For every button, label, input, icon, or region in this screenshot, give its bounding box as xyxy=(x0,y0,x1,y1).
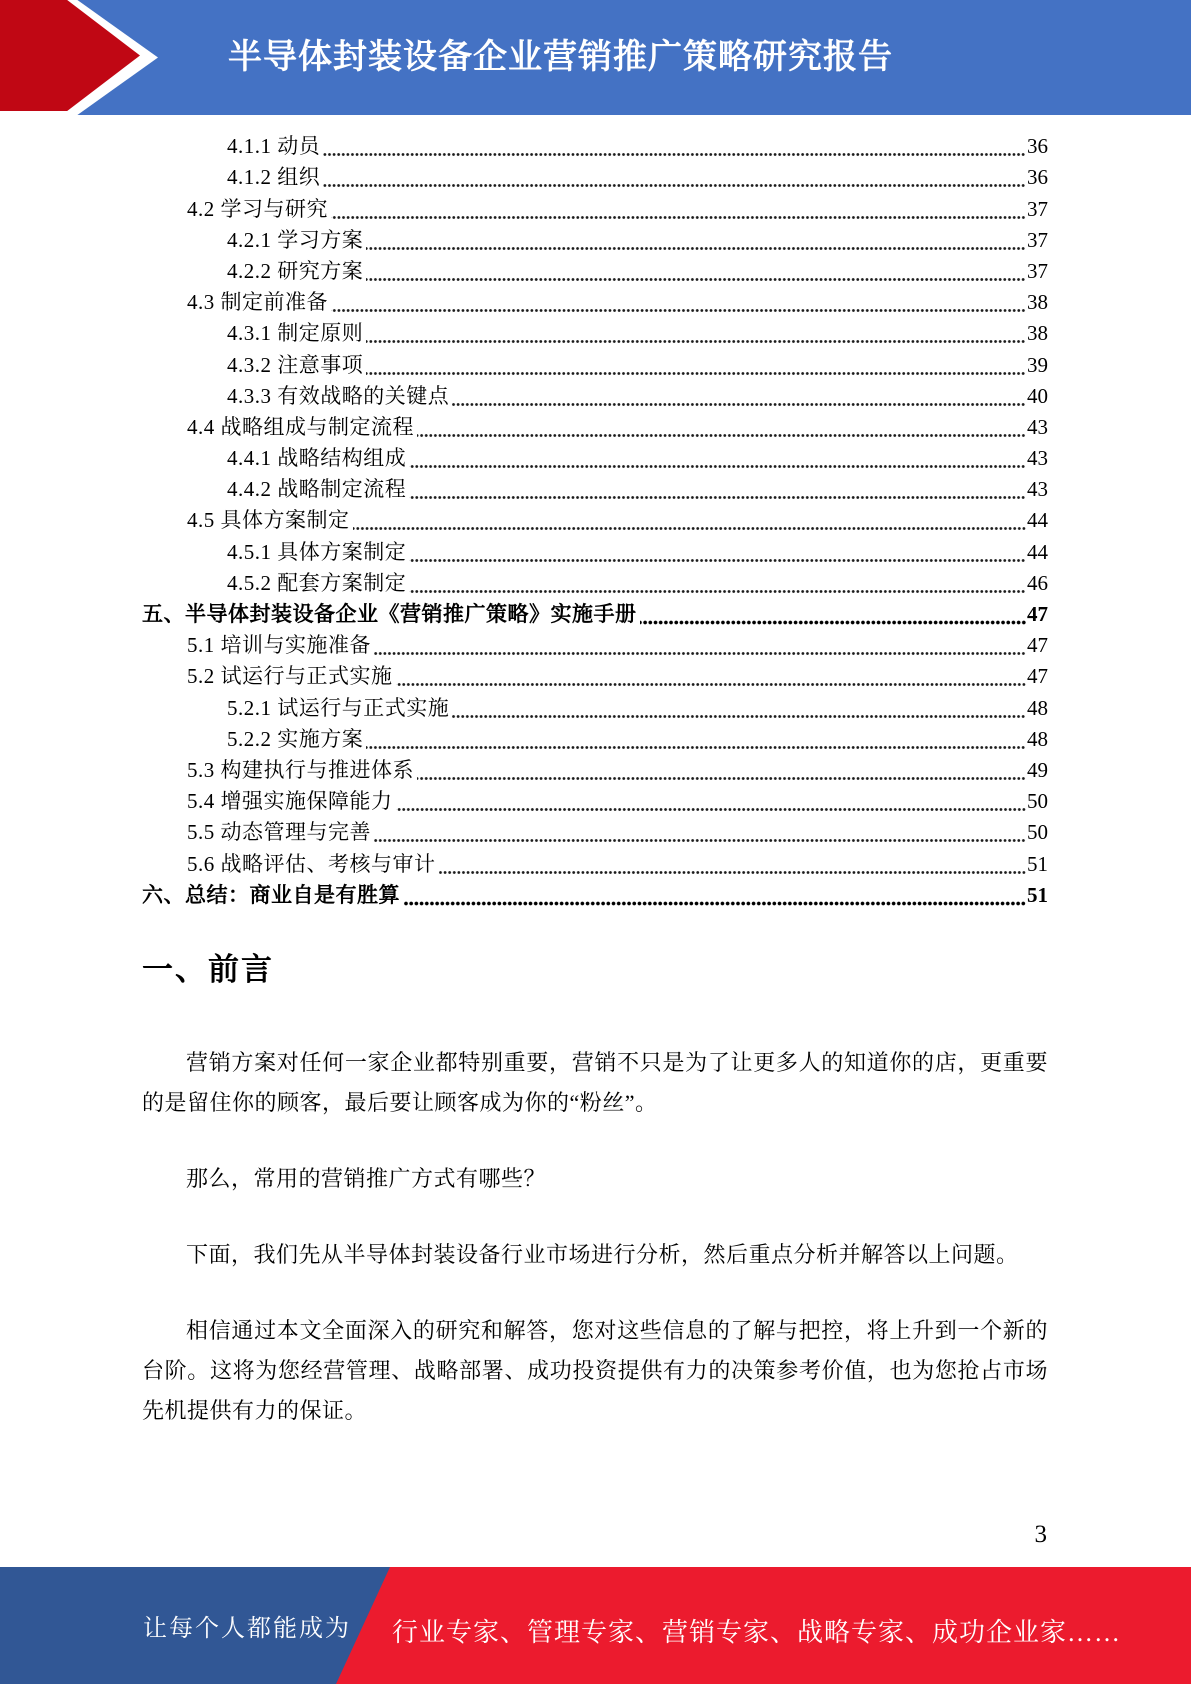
dot-leader xyxy=(640,618,1027,625)
report-title: 半导体封装设备企业营销推广策略研究报告 xyxy=(228,38,893,76)
body-paragraph: 相信通过本文全面深入的研究和解答，您对这些信息的了解与把控，将上升到一个新的台阶。这将为您经营管理、战略部署、成功投资提供有力的决策参考价值，也为您抢占市场先机提供有力的保证。 xyxy=(142,1318,1048,1423)
toc-entry-label: 4.5.1 具体方案制定 xyxy=(227,539,407,564)
dot-leader xyxy=(452,400,1026,407)
toc-page-number: 36 xyxy=(1027,165,1048,190)
toc-row[interactable] xyxy=(142,224,1048,255)
dot-leader xyxy=(366,275,1026,282)
toc-page-number: 47 xyxy=(1027,664,1048,689)
toc-row[interactable] xyxy=(142,192,1048,223)
toc-page-number: 51 xyxy=(1027,882,1048,907)
toc-page-number: 38 xyxy=(1027,290,1048,315)
toc-row[interactable] xyxy=(142,380,1048,411)
toc-row[interactable] xyxy=(142,598,1048,629)
toc-row[interactable] xyxy=(142,754,1048,785)
toc-entry-label: 4.1.1 动员 xyxy=(227,134,321,159)
toc-page-number: 37 xyxy=(1027,227,1048,252)
toc-row[interactable] xyxy=(142,442,1048,473)
toc-entry-label: 六、总结：商业自是有胜算 xyxy=(142,883,400,907)
dot-leader xyxy=(366,337,1026,344)
toc-row[interactable] xyxy=(142,691,1048,722)
toc-page-number: 51 xyxy=(1027,851,1048,876)
toc-page-number: 43 xyxy=(1027,477,1048,502)
toc-page-number: 40 xyxy=(1027,383,1048,408)
dot-leader xyxy=(396,680,1027,687)
dot-leader xyxy=(409,462,1026,469)
toc-entry-label: 5.2.1 试运行与正式实施 xyxy=(227,695,450,720)
toc-entry-label: 五、半导体封装设备企业《营销推广策略》实施手册 xyxy=(142,603,637,626)
dot-leader xyxy=(374,836,1026,843)
toc-entry-label: 4.4.1 战略结构组成 xyxy=(227,446,407,471)
toc-entry-label: 5.5 动态管理与完善 xyxy=(187,820,371,845)
toc-page-number: 39 xyxy=(1027,352,1048,377)
toc-entry-label: 4.3 制定前准备 xyxy=(187,290,328,315)
dot-leader xyxy=(409,587,1026,594)
toc-row[interactable] xyxy=(142,816,1048,847)
toc-row[interactable] xyxy=(142,348,1048,379)
toc-row[interactable] xyxy=(142,286,1048,317)
toc-row[interactable] xyxy=(142,567,1048,598)
toc-row[interactable] xyxy=(142,660,1048,691)
toc-entry-label: 4.2.1 学习方案 xyxy=(227,227,364,252)
toc-entry-label: 4.5 具体方案制定 xyxy=(187,508,350,533)
toc-row[interactable] xyxy=(142,847,1048,878)
dot-leader xyxy=(417,774,1026,781)
toc-entry-label: 4.5.2 配套方案制定 xyxy=(227,570,407,595)
toc-entry-label: 5.2.2 实施方案 xyxy=(227,726,364,751)
toc-row[interactable] xyxy=(142,629,1048,660)
toc-entry-label: 4.4 战略组成与制定流程 xyxy=(187,414,414,439)
toc-row[interactable] xyxy=(142,723,1048,754)
toc-entry-label: 5.4 增强实施保障能力 xyxy=(187,789,393,814)
toc-row[interactable] xyxy=(142,504,1048,535)
toc-page-number: 47 xyxy=(1027,633,1048,658)
toc-page-number: 44 xyxy=(1027,539,1048,564)
toc-row[interactable] xyxy=(142,130,1048,161)
toc-entry-label: 4.3.2 注意事项 xyxy=(227,352,364,377)
dot-leader xyxy=(323,150,1026,157)
section-body xyxy=(142,1043,1048,1467)
toc-entry-label: 5.6 战略评估、考核与审计 xyxy=(187,851,436,876)
dot-leader xyxy=(331,306,1026,313)
dot-leader xyxy=(409,493,1026,500)
dot-leader xyxy=(417,431,1026,438)
dot-leader xyxy=(366,369,1026,376)
toc-entry-label: 4.1.2 组织 xyxy=(227,165,321,190)
dot-leader xyxy=(353,524,1027,531)
page-number: 3 xyxy=(1034,1521,1047,1548)
dot-leader xyxy=(452,712,1026,719)
toc-page-number: 50 xyxy=(1027,789,1048,814)
dot-leader xyxy=(403,899,1026,906)
toc-page-number: 49 xyxy=(1027,757,1048,782)
toc-entry-label: 4.3.3 有效战略的关键点 xyxy=(227,383,450,408)
toc-page-number: 47 xyxy=(1027,602,1048,626)
dot-leader xyxy=(323,181,1026,188)
dot-leader xyxy=(374,649,1026,656)
toc-row[interactable] xyxy=(142,411,1048,442)
body-paragraph: 营销方案对任何一家企业都特别重要，营销不只是为了让更多人的知道你的店，更重要的是留住你的顾客，最后要让顾客成为你的“粉丝”。 xyxy=(142,1050,1048,1115)
toc-page-number: 37 xyxy=(1027,258,1048,283)
toc-page-number: 37 xyxy=(1027,196,1048,221)
dot-leader xyxy=(366,743,1026,750)
toc-entry-label: 4.3.1 制定原则 xyxy=(227,321,364,346)
dot-leader xyxy=(409,556,1026,563)
toc-entry-label: 4.4.2 战略制定流程 xyxy=(227,477,407,502)
section-heading: 一、前言 xyxy=(142,952,274,987)
table-of-contents xyxy=(142,130,1048,910)
toc-page-number: 50 xyxy=(1027,820,1048,845)
body-paragraph: 下面，我们先从半导体封装设备行业市场进行分析，然后重点分析并解答以上问题。 xyxy=(186,1242,1019,1267)
toc-row[interactable] xyxy=(142,473,1048,504)
dot-leader xyxy=(331,213,1026,220)
footer-slogan-left: 让每个人都能成为 xyxy=(143,1616,351,1642)
page-footer-banner xyxy=(0,1567,1191,1684)
toc-page-number: 48 xyxy=(1027,695,1048,720)
toc-page-number: 46 xyxy=(1027,570,1048,595)
toc-entry-label: 5.1 培训与实施准备 xyxy=(187,633,371,658)
dot-leader xyxy=(396,805,1027,812)
body-paragraph: 那么，常用的营销推广方式有哪些？ xyxy=(186,1166,547,1191)
toc-page-number: 36 xyxy=(1027,134,1048,159)
toc-row[interactable] xyxy=(142,785,1048,816)
footer-slogan-right: 行业专家、管理专家、营销专家、战略专家、成功企业家…… xyxy=(392,1618,1122,1647)
dot-leader xyxy=(439,868,1027,875)
toc-row[interactable] xyxy=(142,535,1048,566)
page-header-banner xyxy=(0,0,1191,115)
toc-entry-label: 5.2 试运行与正式实施 xyxy=(187,664,393,689)
toc-row[interactable] xyxy=(142,255,1048,286)
toc-page-number: 43 xyxy=(1027,446,1048,471)
toc-entry-label: 4.2.2 研究方案 xyxy=(227,258,364,283)
toc-row[interactable] xyxy=(142,879,1048,910)
toc-entry-label: 4.2 学习与研究 xyxy=(187,196,328,221)
toc-page-number: 43 xyxy=(1027,414,1048,439)
toc-page-number: 48 xyxy=(1027,726,1048,751)
toc-page-number: 38 xyxy=(1027,321,1048,346)
toc-entry-label: 5.3 构建执行与推进体系 xyxy=(187,757,414,782)
dot-leader xyxy=(366,244,1026,251)
toc-row[interactable] xyxy=(142,317,1048,348)
toc-page-number: 44 xyxy=(1027,508,1048,533)
toc-row[interactable] xyxy=(142,161,1048,192)
